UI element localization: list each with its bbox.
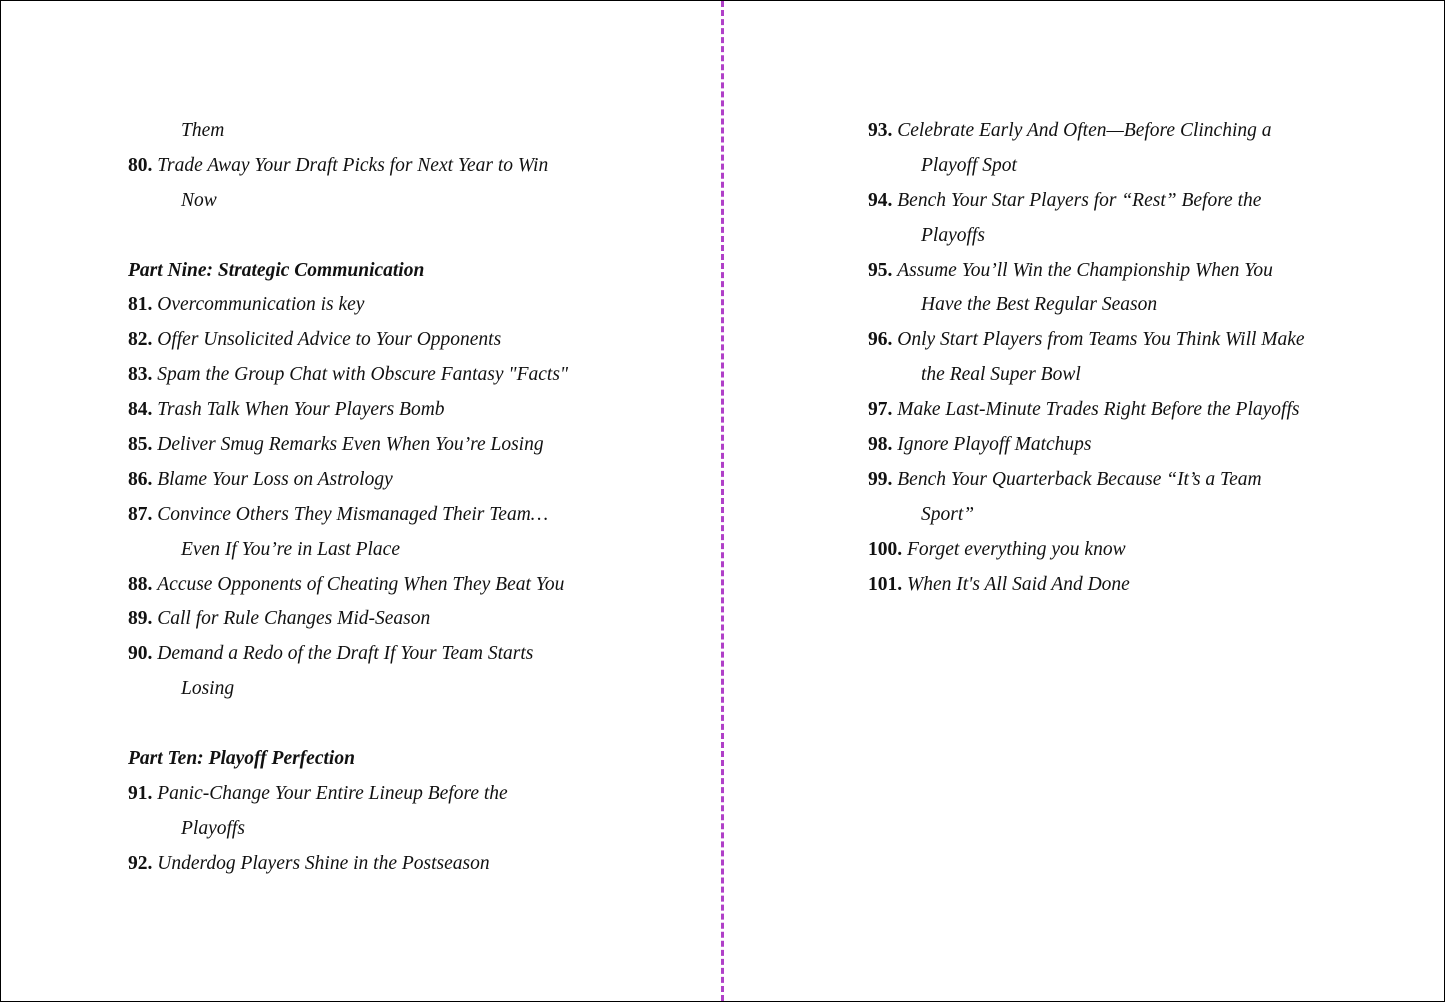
toc-item-99 [868,463,1388,498]
toc-item-number: 93. [868,120,893,141]
toc-item-number: 94. [868,189,893,211]
toc-item-number: 91. [128,782,153,804]
toc-item-95-continuation: Have the Best Regular Season [921,294,1158,316]
right-page [868,114,1388,602]
toc-item-number: 97. [868,399,893,421]
toc-item-100 [868,533,1388,568]
toc-item-91 [128,777,688,812]
toc-item-89 [128,602,688,637]
toc-item-88 [128,568,688,603]
toc-item-number: 90. [128,643,153,665]
toc-item-90 [128,637,688,672]
toc-item-83 [128,358,688,393]
toc-item-96-continuation: the Real Super Bowl [921,364,1081,386]
toc-item-title: Spam the Group Chat with Obscure Fantasy "Facts" [157,364,569,386]
toc-item-title: Celebrate Early And Often—Before Clinching a [897,120,1272,141]
toc-item-title: Trash Talk When Your Players Bomb [157,399,445,421]
toc-item-title: Overcommunication is key [157,294,365,316]
toc-item-title: Deliver Smug Remarks Even When You’re Losing [157,434,544,456]
toc-item-title: Forget everything you know [907,538,1126,560]
toc-item-80 [128,149,688,184]
toc-item-number: 98. [868,434,893,456]
toc-item-94-continuation: Playoffs [921,224,985,246]
toc-item-81 [128,288,688,323]
toc-item-number: 86. [128,468,153,490]
toc-item-87-continuation: Even If You’re in Last Place [181,538,400,560]
toc-item-86 [128,463,688,498]
toc-item-number: 88. [128,573,153,595]
toc-item-90-continuation: Losing [181,678,235,700]
toc-item-82 [128,323,688,358]
toc-item-87 [128,498,688,533]
toc-item-title: Demand a Redo of the Draft If Your Team Starts [157,643,534,665]
toc-item-85 [128,428,688,463]
toc-item-93-continuation: Playoff Spot [921,154,1017,176]
toc-item-title: Offer Unsolicited Advice to Your Opponents [157,329,502,351]
toc-item-80-continuation: Now [181,189,217,211]
toc-item-number: 87. [128,503,153,525]
part-ten-heading: Part Ten: Playoff Perfection [128,748,355,770]
toc-item-number: 100. [868,538,903,560]
toc-item-94 [868,184,1388,219]
toc-item-title: Ignore Playoff Matchups [897,434,1092,456]
toc-item-number: 95. [868,259,893,281]
toc-item-number: 99. [868,468,893,490]
toc-item-number: 89. [128,608,153,630]
toc-item-title: Make Last-Minute Trades Right Before the Playoffs [897,399,1300,421]
toc-item-title: Convince Others They Mismanaged Their Team… [157,503,549,525]
toc-item-number: 81. [128,294,153,316]
page-gutter-divider [721,1,724,1001]
toc-item-title: Panic-Change Your Entire Lineup Before the [157,782,508,804]
spacer [128,219,688,254]
toc-item-91-continuation: Playoffs [181,817,245,839]
toc-item-101 [868,568,1388,603]
toc-item-title: Call for Rule Changes Mid-Season [157,608,431,630]
toc-item-96 [868,323,1388,358]
toc-item-title: Only Start Players from Teams You Think Will Make [897,329,1305,351]
toc-item-number: 101. [868,573,903,595]
part-nine-heading: Part Nine: Strategic Communication [128,259,425,281]
toc-item-title: When It's All Said And Done [907,573,1130,595]
toc-item-title: Trade Away Your Draft Picks for Next Year to Win [157,154,549,176]
toc-item-number: 82. [128,329,153,351]
toc-item-title: Assume You’ll Win the Championship When You [897,259,1273,281]
toc-item-title: Bench Your Quarterback Because “It’s a Team [897,468,1262,490]
toc-item-84 [128,393,688,428]
toc-item-97 [868,393,1388,428]
toc-item-99-continuation: Sport” [921,503,975,525]
toc-item-92 [128,847,688,882]
toc-item-number: 92. [128,852,153,874]
toc-item-title: Blame Your Loss on Astrology [157,468,393,490]
toc-item-number: 85. [128,434,153,456]
left-page [128,114,688,882]
toc-item-title: Underdog Players Shine in the Postseason [157,852,490,874]
toc-item-title: Accuse Opponents of Cheating When They Beat You [157,573,565,595]
toc-item-95 [868,254,1388,289]
toc-item-number: 96. [868,329,893,351]
toc-item-79-continuation: Them [181,120,225,141]
toc-item-title: Bench Your Star Players for “Rest” Before the [897,189,1262,211]
toc-item-number: 84. [128,399,153,421]
toc-item-98 [868,428,1388,463]
toc-item-93 [868,114,1388,149]
toc-item-number: 83. [128,364,153,386]
spacer [128,707,688,742]
toc-item-number: 80. [128,154,153,176]
